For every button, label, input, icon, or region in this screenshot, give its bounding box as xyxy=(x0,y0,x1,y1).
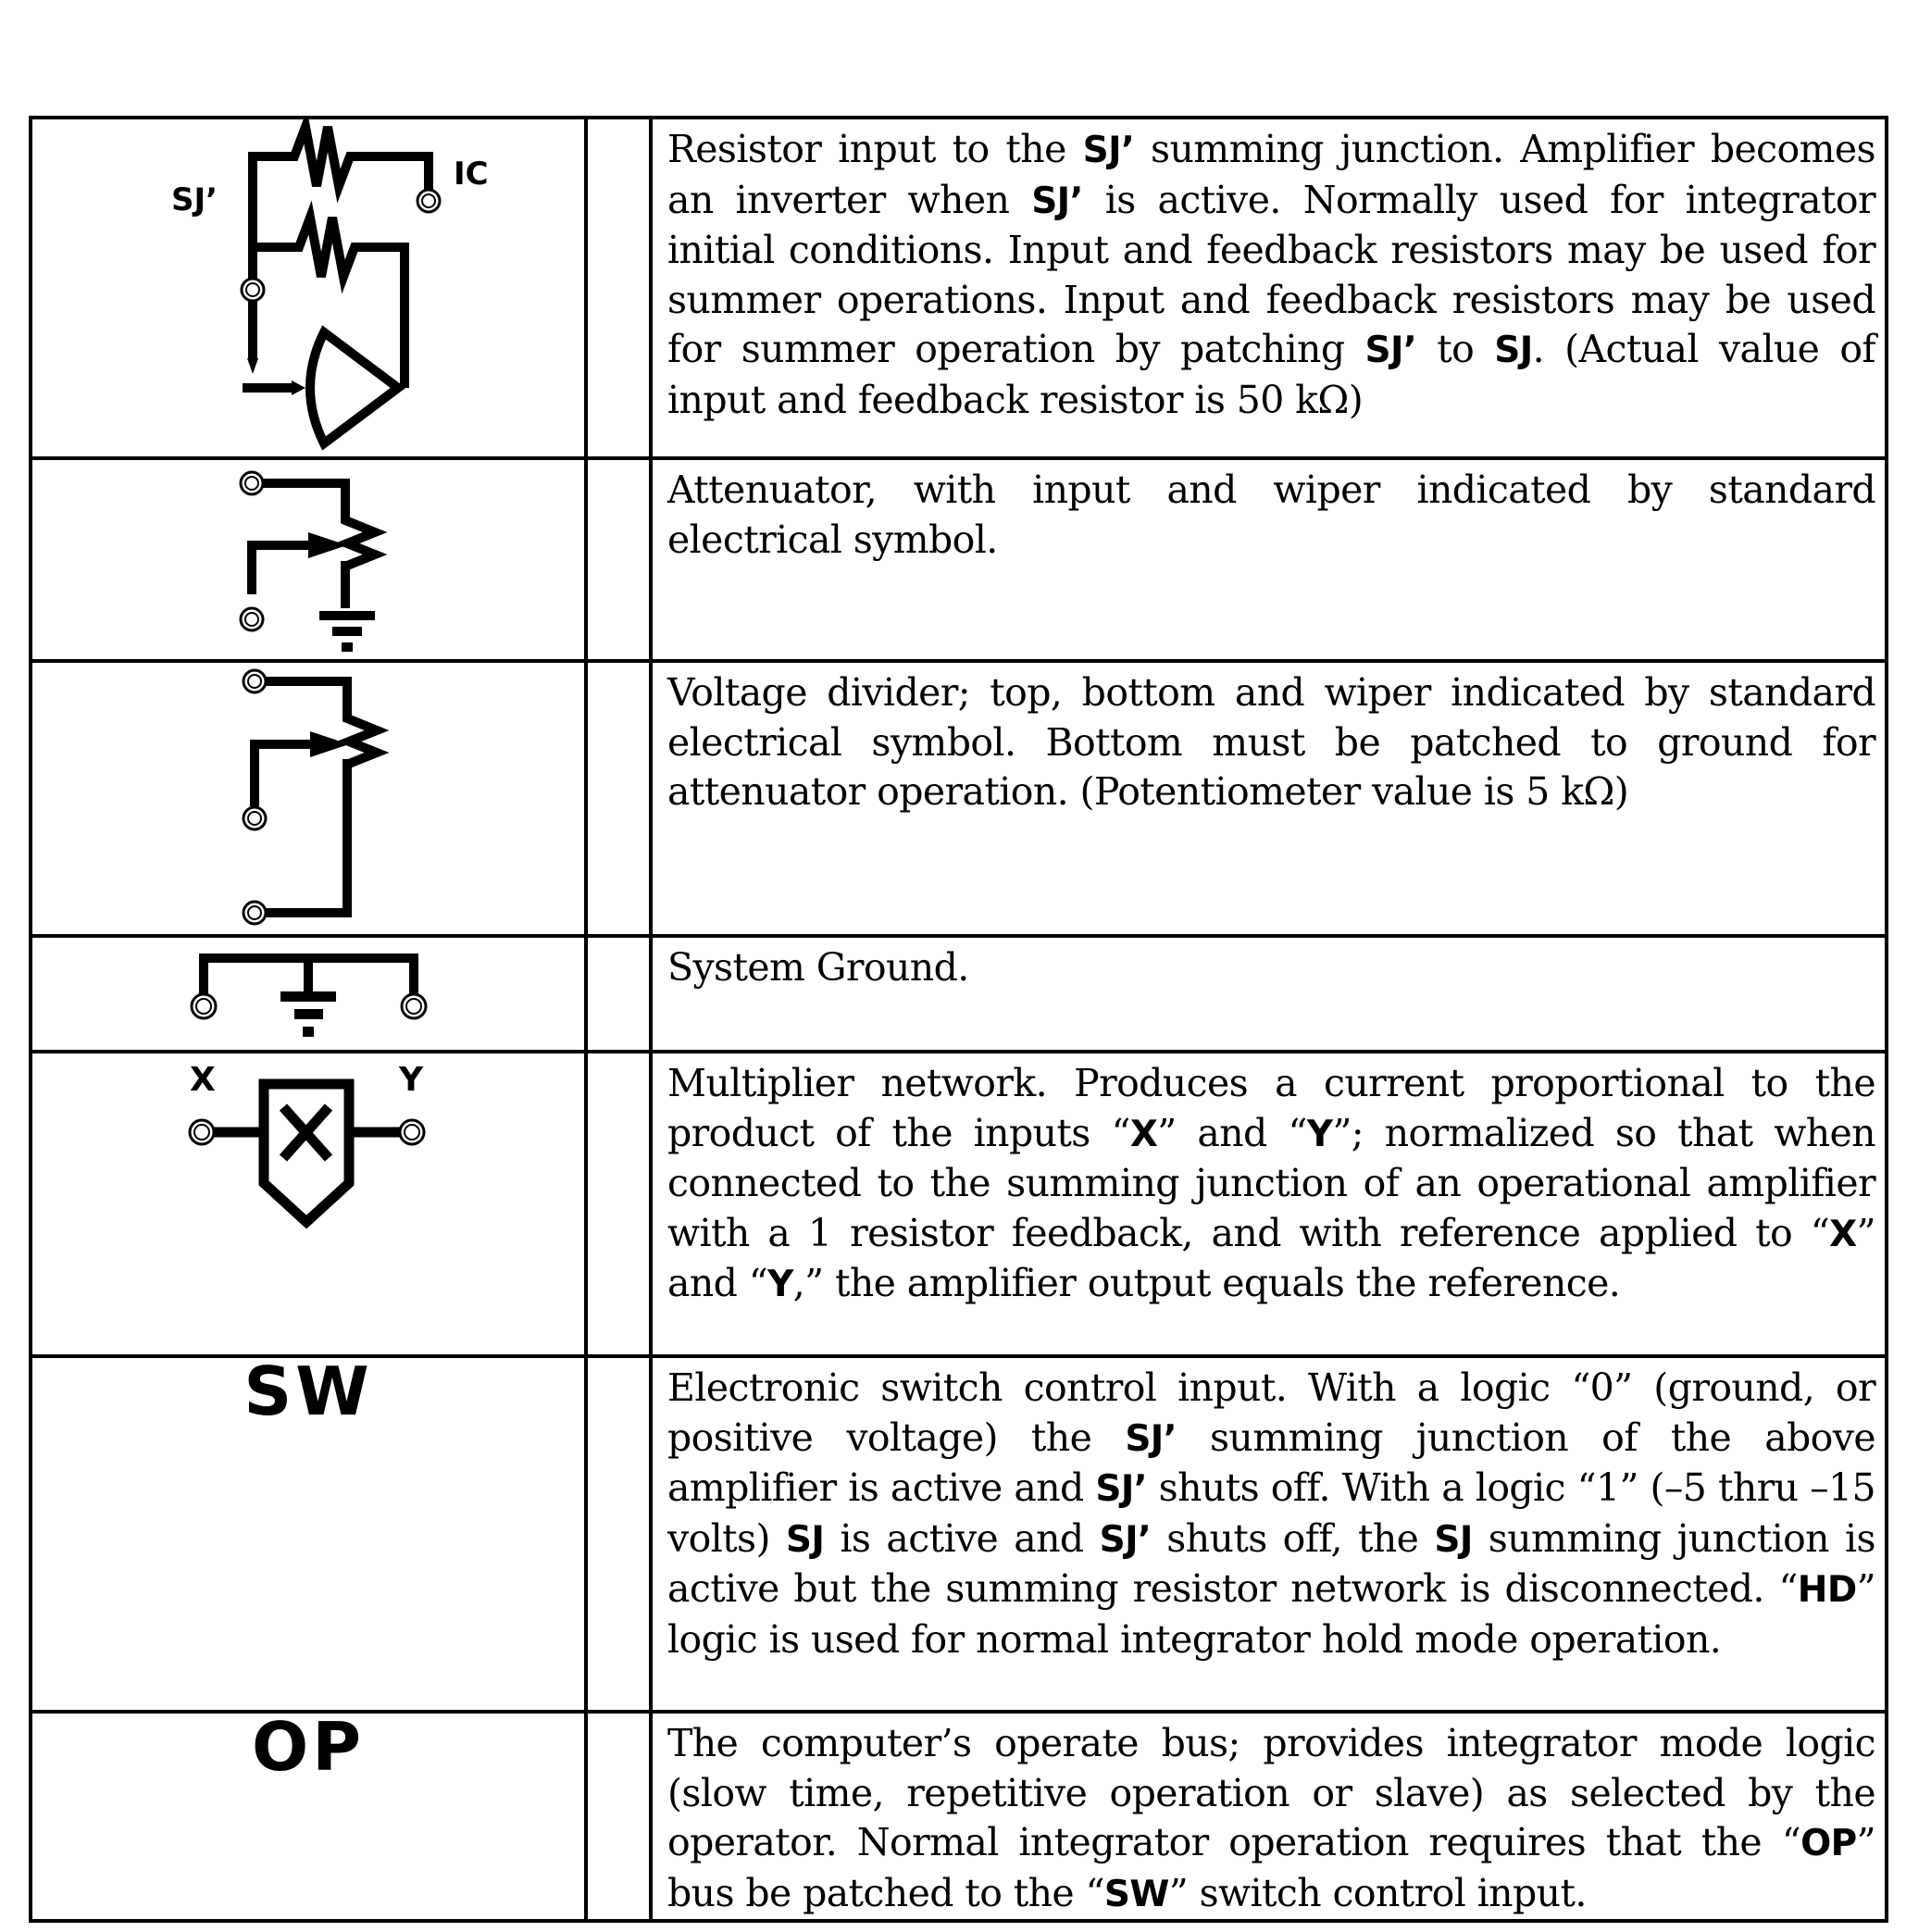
description-text: summing junction of the above amplifier is active and xyxy=(667,1415,1875,1510)
signal-name: OP xyxy=(1800,1823,1857,1864)
description-text: ,” the amplifier output equals the reference. xyxy=(792,1261,1621,1305)
description-text: Multiplier network. Produces a current proportional to the product of the inputs “ xyxy=(667,1061,1875,1155)
signal-name: Y xyxy=(767,1264,793,1305)
symbol-cell xyxy=(31,1052,586,1356)
signal-name: X xyxy=(1829,1213,1857,1255)
description-text: summing junction. Amplifier becomes an inverter when xyxy=(667,127,1875,222)
system-ground-icon xyxy=(32,938,584,1049)
description-text: System Ground. xyxy=(667,945,969,990)
signal-name: SJ’ xyxy=(1099,1518,1152,1561)
voltage-divider-icon xyxy=(32,663,584,934)
description-text: . (Actual value of input and feedback resistor is 50 kΩ) xyxy=(667,327,1876,422)
signal-name: SJ’ xyxy=(1125,1417,1177,1460)
table-row-operate-bus xyxy=(31,1712,1887,1921)
table-row-attenuator xyxy=(31,458,1887,661)
op-label: OP xyxy=(252,1708,365,1786)
description-text: ”; normalized so that when connected to the summing junction of an operational amplifier with a 1 resistor feedback, and with reference applied to “ xyxy=(667,1110,1875,1255)
description-cell xyxy=(651,661,1887,936)
spacer-cell xyxy=(586,458,651,661)
description-text: ” and “ xyxy=(667,1210,1875,1305)
multiplier-network-icon xyxy=(32,1053,584,1350)
description-text: shuts off, the xyxy=(1151,1515,1435,1561)
integrator-summer-network-icon xyxy=(32,119,584,453)
spacer-cell xyxy=(586,1356,651,1712)
signal-name: SJ xyxy=(785,1518,825,1561)
description-text: shuts off. With a logic “1” (–5 thru –15 volts) xyxy=(667,1465,1875,1561)
table-row-voltage-divider xyxy=(31,661,1887,936)
table-row-integrator xyxy=(31,118,1887,458)
description-text: Electronic switch control input. With a logic “0” (ground, or positive voltage) the xyxy=(667,1365,1875,1460)
description-cell xyxy=(651,1712,1887,1921)
ic-label: IC xyxy=(454,156,489,193)
table-row-switch-control xyxy=(31,1356,1887,1712)
signal-name: HD xyxy=(1797,1569,1857,1611)
signal-name: X xyxy=(1129,1113,1158,1155)
description-cell xyxy=(651,1356,1887,1712)
signal-name: Y xyxy=(1306,1113,1333,1155)
spacer-cell xyxy=(586,118,651,458)
signal-name: SJ’ xyxy=(1082,130,1135,171)
signal-name: SW xyxy=(1103,1873,1169,1915)
description-cell xyxy=(651,1052,1887,1356)
x-input-label: X xyxy=(190,1061,216,1099)
description-text: ” bus be patched to the “ xyxy=(667,1820,1875,1915)
sj-prime-label: SJ’ xyxy=(171,181,218,218)
signal-name: SJ’ xyxy=(1095,1468,1147,1510)
signal-name: SJ’ xyxy=(1364,330,1417,371)
description-text: ” and “ xyxy=(1157,1110,1307,1155)
spacer-cell xyxy=(586,1052,651,1356)
symbol-cell xyxy=(31,936,586,1052)
spacer-cell xyxy=(586,661,651,936)
description-cell xyxy=(651,118,1887,458)
description-text: ” switch control input. xyxy=(1168,1870,1587,1915)
sw-label: SW xyxy=(243,1352,373,1430)
symbol-cell xyxy=(31,661,586,936)
spacer-cell xyxy=(586,1712,651,1921)
symbol-cell xyxy=(31,118,586,458)
attenuator-icon xyxy=(32,460,584,659)
description-text: ” logic is used for normal integrator hold mode operation. xyxy=(667,1566,1875,1662)
y-input-label: Y xyxy=(399,1061,424,1099)
description-text: is active. Normally used for integrator initial conditions. Input and feedback resistors may be used for summer operations. Input and feedback resistors may be used for summer operation by patching xyxy=(667,177,1875,371)
description-cell xyxy=(651,936,1887,1052)
signal-name: SJ xyxy=(1494,330,1533,371)
description-cell xyxy=(651,458,1887,661)
symbol-cell xyxy=(31,1708,586,1921)
description-text: Voltage divider; top, bottom and wiper indicated by standard electrical symbol. Bottom must be patched to ground for attenuator operation. (Potentiometer value is 5 kΩ) xyxy=(667,670,1875,814)
table-row-system-ground xyxy=(31,936,1887,1052)
description-text: The computer’s operate bus; provides integrator mode logic (slow time, repetitive operation or slave) as selected by the operator. Normal integrator operation requires that the “ xyxy=(667,1721,1875,1864)
signal-name: SJ’ xyxy=(1031,180,1083,222)
spacer-cell xyxy=(586,936,651,1052)
symbol-cell xyxy=(31,1352,586,1712)
description-text: to xyxy=(1416,327,1495,371)
symbol-cell xyxy=(31,458,586,661)
signal-name: SJ xyxy=(1434,1518,1473,1561)
description-text: summing junction is active but the summing resistor network is disconnected. “ xyxy=(667,1515,1875,1611)
description-text: Resistor input to the xyxy=(667,127,1083,171)
description-text: is active and xyxy=(824,1515,1100,1561)
symbol-reference-table xyxy=(29,116,1888,1923)
description-text: Attenuator, with input and wiper indicated by standard electrical symbol. xyxy=(667,467,1875,562)
table-row-multiplier xyxy=(31,1052,1887,1356)
